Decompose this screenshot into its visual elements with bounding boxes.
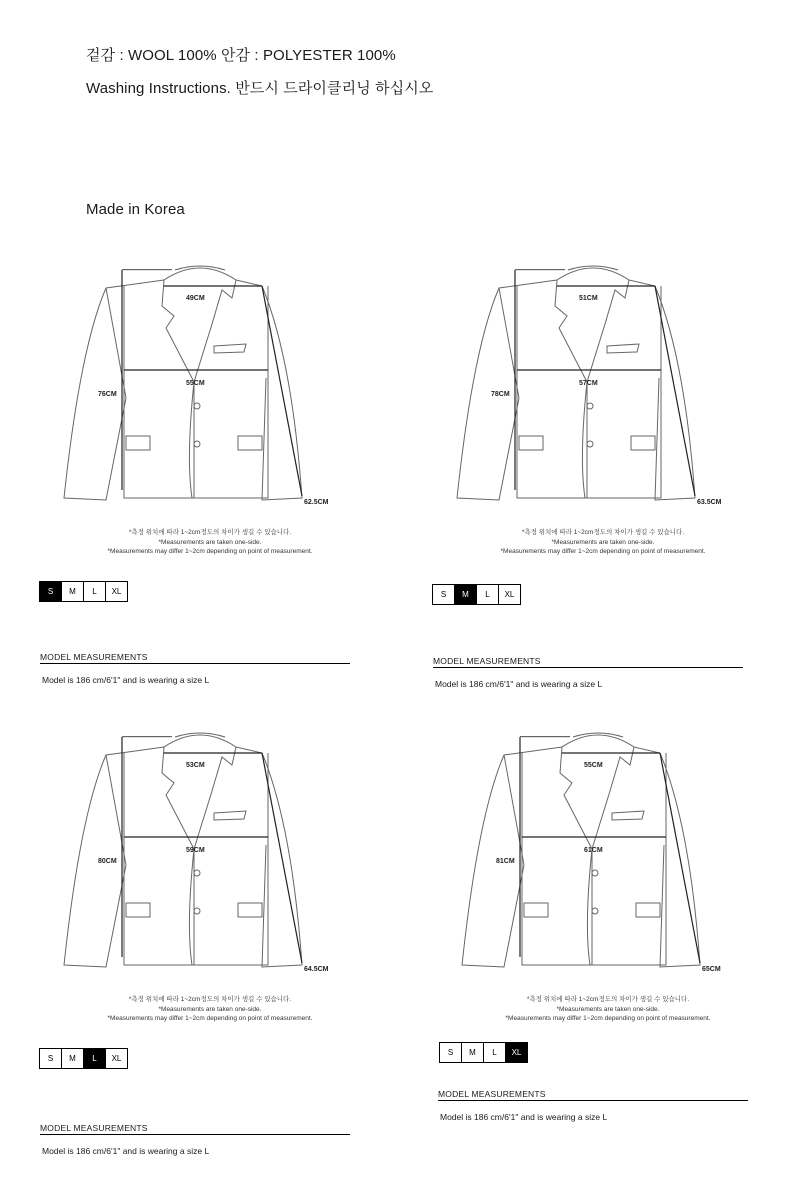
size-option-m[interactable]: M xyxy=(461,1042,484,1063)
chest-label: 61CM xyxy=(584,847,603,854)
size-panel-m xyxy=(433,258,773,698)
note-line-2: *Measurements are taken one-side. xyxy=(158,1005,262,1013)
model-measurements-divider xyxy=(40,1134,350,1135)
model-measurements-divider xyxy=(438,1100,748,1101)
size-selector xyxy=(440,1042,528,1063)
chest-label: 57CM xyxy=(579,380,598,387)
model-measurements-text: Model is 186 cm/6'1" and is wearing a size L xyxy=(440,1112,608,1122)
length-label: 80CM xyxy=(98,858,117,865)
note-line-1: *측정 위치에 따라 1~2cm정도의 차이가 생길 수 있습니다. xyxy=(521,529,685,536)
size-option-m[interactable]: M xyxy=(61,1048,84,1069)
note-line-3: *Measurements may differ 1~2cm depending on point of measurement. xyxy=(500,548,706,555)
sleeve-label: 64.5CM xyxy=(304,966,329,973)
size-option-xl[interactable]: XL xyxy=(498,584,521,605)
chest-label: 55CM xyxy=(186,380,205,387)
model-measurements-divider xyxy=(433,667,743,668)
shoulder-label: 49CM xyxy=(186,295,205,302)
jacket-diagram xyxy=(433,258,753,513)
note-line-3: *Measurements may differ 1~2cm depending on point of measurement. xyxy=(107,1015,313,1022)
size-option-l[interactable]: L xyxy=(83,581,106,602)
size-option-s[interactable]: S xyxy=(439,1042,462,1063)
note-line-3: *Measurements may differ 1~2cm depending on point of measurement. xyxy=(107,548,313,555)
length-label: 78CM xyxy=(491,391,510,398)
model-measurements-title: MODEL MEASUREMENTS xyxy=(40,652,148,662)
size-option-m[interactable]: M xyxy=(61,581,84,602)
model-measurements-title: MODEL MEASUREMENTS xyxy=(438,1089,546,1099)
size-option-xl[interactable]: XL xyxy=(505,1042,528,1063)
size-option-xl[interactable]: XL xyxy=(105,581,128,602)
measurement-notes xyxy=(473,528,733,557)
note-line-1: *측정 위치에 따라 1~2cm정도의 차이가 생길 수 있습니다. xyxy=(128,529,292,536)
shoulder-label: 51CM xyxy=(579,295,598,302)
size-option-s[interactable]: S xyxy=(39,581,62,602)
chest-label: 59CM xyxy=(186,847,205,854)
length-label: 81CM xyxy=(496,858,515,865)
size-option-xl[interactable]: XL xyxy=(105,1048,128,1069)
note-line-2: *Measurements are taken one-side. xyxy=(551,538,655,546)
model-measurements-title: MODEL MEASUREMENTS xyxy=(433,656,541,666)
origin-info: Made in Korea xyxy=(86,201,185,218)
washing-instructions: Washing Instructions. 반드시 드라이클리닝 하십시오 xyxy=(86,80,434,97)
material-info: 겉감 : WOOL 100% 안감 : POLYESTER 100% xyxy=(86,47,396,64)
sleeve-label: 63.5CM xyxy=(697,499,722,506)
size-option-l[interactable]: L xyxy=(483,1042,506,1063)
jacket-diagram xyxy=(40,725,360,980)
size-option-l[interactable]: L xyxy=(476,584,499,605)
size-panel-xl xyxy=(438,725,778,1165)
model-measurements-text: Model is 186 cm/6'1" and is wearing a size L xyxy=(42,1146,210,1156)
note-line-2: *Measurements are taken one-side. xyxy=(158,538,262,546)
measurement-notes xyxy=(478,995,738,1024)
sleeve-label: 65CM xyxy=(702,966,721,973)
size-option-s[interactable]: S xyxy=(432,584,455,605)
note-line-1: *측정 위치에 따라 1~2cm정도의 차이가 생길 수 있습니다. xyxy=(128,996,292,1003)
model-measurements-divider xyxy=(40,663,350,664)
size-option-s[interactable]: S xyxy=(39,1048,62,1069)
size-selector xyxy=(40,1048,128,1069)
note-line-1: *측정 위치에 따라 1~2cm정도의 차이가 생길 수 있습니다. xyxy=(526,996,690,1003)
length-label: 76CM xyxy=(98,391,117,398)
size-panel-l xyxy=(40,725,380,1165)
size-option-m[interactable]: M xyxy=(454,584,477,605)
model-measurements-title: MODEL MEASUREMENTS xyxy=(40,1123,148,1133)
size-panel-s xyxy=(40,258,380,698)
note-line-3: *Measurements may differ 1~2cm depending on point of measurement. xyxy=(505,1015,711,1022)
size-selector xyxy=(40,581,128,602)
size-selector xyxy=(433,584,521,605)
shoulder-label: 53CM xyxy=(186,762,205,769)
sleeve-label: 62.5CM xyxy=(304,499,329,506)
note-line-2: *Measurements are taken one-side. xyxy=(556,1005,660,1013)
measurement-notes xyxy=(80,995,340,1024)
model-measurements-text: Model is 186 cm/6'1" and is wearing a size L xyxy=(42,675,210,685)
jacket-diagram xyxy=(40,258,360,513)
size-option-l[interactable]: L xyxy=(83,1048,106,1069)
measurement-notes xyxy=(80,528,340,557)
jacket-diagram xyxy=(438,725,758,980)
model-measurements-text: Model is 186 cm/6'1" and is wearing a size L xyxy=(435,679,603,689)
shoulder-label: 55CM xyxy=(584,762,603,769)
